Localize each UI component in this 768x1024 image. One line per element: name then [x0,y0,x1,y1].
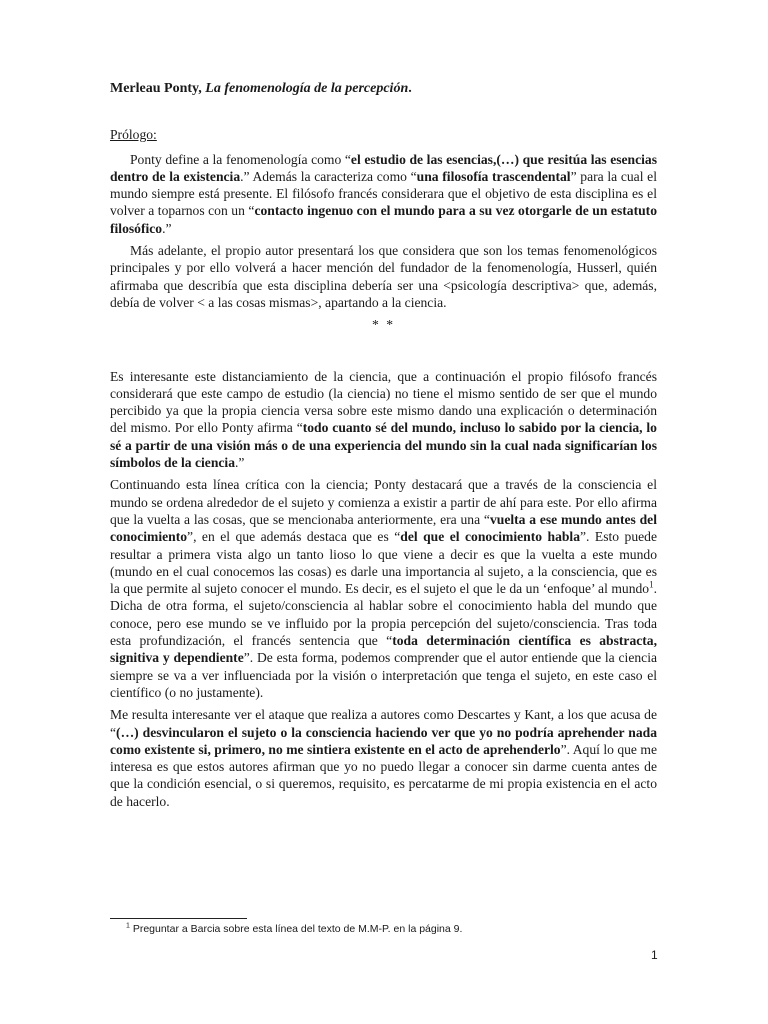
document-title [110,80,657,97]
footnote-divider [110,918,247,919]
footnote [126,923,462,935]
quoted-text: una filosofía trascendental [416,168,571,184]
title-author: Merleau Ponty, [110,81,206,96]
paragraph-text: ”. De esta forma, podemos comprender que el autor entiende que la ciencia siempre se va a ver influenciada por la visión o interpretación que tenga el sujeto, en este caso el científico (o no justamente). [110,650,658,700]
section-heading: Prólogo: [110,127,157,143]
paragraph [110,476,657,701]
quoted-text: el estudio de las esencias,(…) que resitúa las esencias dentro de la existencia [110,151,658,184]
footnote-reference: 1 [649,579,654,590]
paragraph [110,706,657,810]
paragraph-text: .” [162,220,172,236]
paragraph-text: .” Además la caracteriza como “ [240,168,417,184]
prologue-paragraphs [110,151,657,312]
page-content [110,80,657,815]
paragraph-text: Continuando esta línea crítica con la ciencia; Ponty destacará que a través de la consciencia el mundo se ordena alrededor de el sujeto y comienza a existir a partir de ahí para este. Por ello afirma que la vuelta a las cosas, que se mencionaba anteriormente, era una “ [110,477,657,527]
quoted-text: del que el conocimiento habla [400,529,580,545]
paragraph-text: Más adelante, el propio autor presentará los que considera que son los temas fenomenológicos principales y por ello volverá a hacer mención del fundador de la fenomenología, Husserl, quién afirmaba que describía que esta disciplina debería ser una <psicología descriptiva> que, además, debía de volver < a las cosas mismas>, apartando a la ciencia. [110,243,657,310]
title-work: La fenomenología de la percepción [205,81,409,96]
page-number: 1 [651,948,658,962]
section-separator: * * [372,317,395,333]
paragraph-text: Ponty define a la fenomenología como “ [130,151,351,167]
paragraph [110,242,657,311]
quoted-text: (…) desvincularon el sujeto o la consciencia haciendo ver que yo no podría aprehender nada como existente si, primero, no me sintiera existente en el acto de aprehenderlo [110,724,657,757]
paragraph-text: ” para la cual el mundo siempre está presente. El filósofo francés considerara que el objetivo de esta disciplina es el volver a toparnos con un “ [110,168,657,219]
paragraph-text: ”, en el que además destaca que es “ [187,529,401,545]
quoted-text: todo cuanto sé del mundo, incluso lo sabido por la ciencia, lo sé a partir de una visión más o de una experiencia del mundo sin la cual nada significarían los símbolos de la ciencia [110,420,657,471]
paragraph-text: ”. Aquí lo que me interesa es que estos autores afirman que yo no puedo llegar a conocer sin darme cuenta antes de que la condición esencial, o si queremos, requisito, es percatarme de mi propia existencia en el acto de hacerlo. [110,741,657,809]
footnote-marker: 1 [126,922,130,930]
paragraph-text: ”. Esto puede resultar a primera vista algo un tanto lioso lo que viene a decir es que la vuelta a este mundo (mundo en el cual conocemos las cosas) es darle una importancia al sujeto, a la consciencia, que es la que permite al sujeto conocer el mundo. Es decir, es el sujeto el que le da un ‘enfoque’ al mundo [110,529,658,597]
quoted-text: toda determinación científica es abstracta, signitiva y dependiente [110,633,657,666]
paragraph-text: .” [235,455,245,471]
paragraph [110,151,657,237]
quoted-text: contacto ingenuo con el mundo para a su vez otorgarle de un estatuto filosófico [110,203,657,236]
paragraph-text: . Dicha de otra forma, el sujeto/consciencia al hablar sobre el conocimiento habla del mundo que conoce, pero ese mundo se ve influido por la propia percepción del sujeto/consciencia. Tras toda esta profundización, el francés sentencia que “ [110,581,657,649]
footnote-text: Preguntar a Barcia sobre esta línea del texto de M.M-P. en la página 9. [129,923,463,935]
paragraph [110,368,657,472]
body-paragraphs [110,368,657,810]
quoted-text: vuelta a ese mundo antes del conocimiento [110,511,657,545]
paragraph-text: Es interesante este distanciamiento de la ciencia, que a continuación el propio filósofo francés considerará que este campo de estudio (la ciencia) no tiene el mismo sentido de ser que el mundo percibido ya que la propia ciencia versa sobre este mismo dando una explicación o determinación del mismo. Por ello Ponty afirma “ [110,368,657,436]
paragraph-text: Me resulta interesante ver el ataque que realiza a autores como Descartes y Kant, a los que acusa de “ [110,707,657,740]
title-end: . [408,81,412,96]
